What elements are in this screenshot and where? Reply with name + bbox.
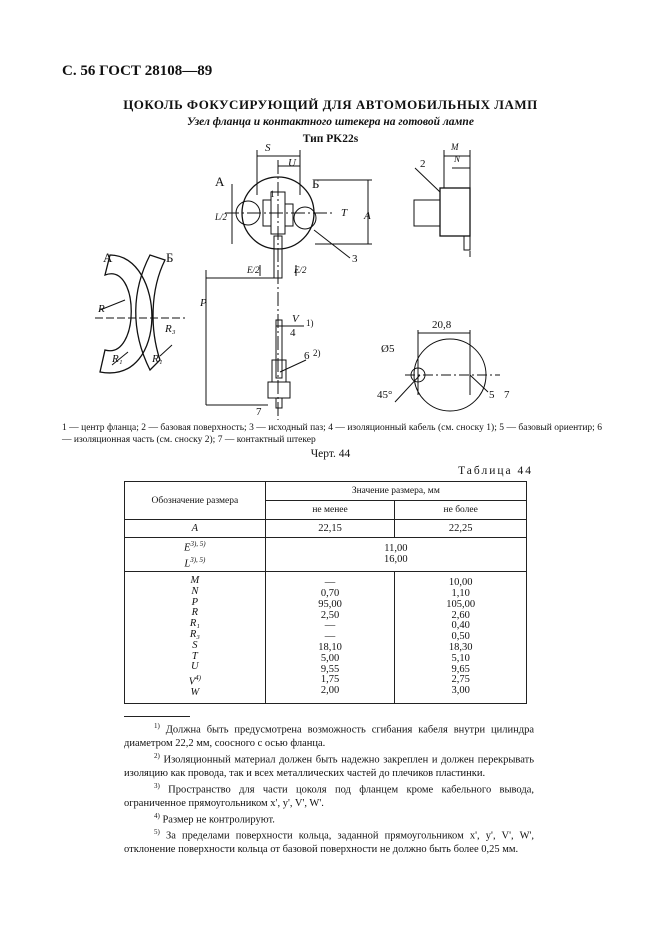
max-r: 2,60 bbox=[451, 609, 470, 621]
cell-name bbox=[125, 538, 266, 572]
label-5: 5 bbox=[489, 389, 495, 401]
footnote-2-mark: 2) bbox=[154, 751, 160, 760]
label-e2-right: E/2 bbox=[294, 265, 307, 275]
label-1s: 1) bbox=[306, 318, 314, 328]
label-l2: L/2 bbox=[215, 212, 228, 222]
label-a: А bbox=[215, 174, 225, 189]
header-value: Значение размера, мм bbox=[265, 482, 526, 501]
name-r: R bbox=[191, 607, 199, 619]
label-7: 7 bbox=[256, 406, 262, 418]
footnote-5-text: За пределами поверхности кольца, заданной прямоугольником x', y', V', W', отклонение поверхности кольца от базовой поверхности не должно быть более 0,25 мм. bbox=[124, 830, 534, 856]
group-max bbox=[395, 572, 527, 704]
figure-legend: 1 — центр фланца; 2 — базовая поверхность; 3 — исходный паз; 4 — изоляционный кабель (см. сноску 1); 5 — базовый ориентир; 6 — изоляционная часть (см. сноску 2); 7 — контактный штекер bbox=[62, 423, 602, 445]
min-r1: — bbox=[324, 620, 336, 632]
footnote-4-text: Размер не контролируют. bbox=[162, 814, 275, 826]
label-r: R bbox=[98, 303, 105, 315]
label-a-dim: А bbox=[364, 210, 371, 222]
footnote-4 bbox=[124, 810, 534, 827]
header-name: Обозначение размера bbox=[125, 482, 266, 520]
max-m: 10,00 bbox=[448, 577, 473, 589]
label-r3: R₃ bbox=[165, 323, 176, 335]
technical-drawing bbox=[0, 0, 661, 420]
name-v: V bbox=[188, 676, 196, 688]
cell-min: 22,15 bbox=[265, 520, 395, 538]
name-p: P bbox=[191, 596, 199, 608]
footnote-5-mark: 5) bbox=[154, 828, 160, 837]
label-e2-left: E/2 bbox=[247, 265, 260, 275]
max-u: 9,65 bbox=[451, 663, 470, 675]
name-u: U bbox=[191, 661, 199, 673]
max-r1: 0,40 bbox=[451, 620, 470, 632]
min-r3: — bbox=[324, 631, 336, 643]
label-1: 1 bbox=[270, 189, 275, 199]
min-m: — bbox=[324, 577, 336, 589]
footnote-5 bbox=[124, 826, 534, 856]
name-r3: R₃ bbox=[189, 628, 200, 640]
max-r3: 0,50 bbox=[451, 631, 470, 643]
footnote-3-text: Пространство для части цоколя под фланцем кроме кабельного вывода, ограниченное прямоугольником x', y', V', W'. bbox=[124, 784, 534, 809]
max-s: 18,30 bbox=[448, 642, 473, 654]
max-p: 105,00 bbox=[446, 598, 476, 610]
table-label: Таблица 44 bbox=[458, 465, 533, 477]
label-s: S bbox=[265, 142, 271, 154]
name-n: N bbox=[191, 585, 199, 597]
min-t: 5,00 bbox=[320, 652, 340, 664]
label-u: U bbox=[288, 157, 296, 169]
label-m: M bbox=[451, 142, 459, 152]
footnotes bbox=[124, 716, 534, 856]
label-2: 2 bbox=[420, 158, 426, 170]
cell-max: 22,25 bbox=[395, 520, 527, 538]
row-e-sup: 3), 5) bbox=[190, 540, 206, 549]
max-t: 5,10 bbox=[451, 652, 470, 664]
section-title: ЦОКОЛЬ ФОКУСИРУЮЩИЙ ДЛЯ АВТОМОБИЛЬНЫХ ЛАМП bbox=[123, 97, 538, 112]
row-e-value: 11,00 bbox=[384, 542, 408, 554]
footnote-rule bbox=[124, 716, 190, 717]
contact-plug bbox=[268, 320, 306, 408]
name-m: M bbox=[190, 575, 200, 586]
header-min: не менее bbox=[265, 501, 395, 520]
min-r: 2,50 bbox=[320, 609, 340, 621]
name-w: W bbox=[190, 687, 200, 699]
max-n: 1,10 bbox=[451, 588, 470, 600]
footnote-2-text: Изоляционный материал должен быть надежно закреплен и должен перекрывать изоляцию как провода, так и всех металлических частей до плечиков пластинки. bbox=[124, 754, 534, 779]
label-n: N bbox=[454, 154, 461, 164]
label-7-ring: 7 bbox=[504, 389, 510, 401]
cell-value bbox=[265, 538, 526, 572]
name-r1: R₁ bbox=[189, 618, 200, 630]
label-4: 4 bbox=[290, 327, 296, 339]
label-r1: R₁ bbox=[112, 353, 123, 365]
footnote-1-text: Должна быть предусмотрена возможность сгибания кабеля внутри цилиндра диаметром 22,2 мм, соосного с осью фланца. bbox=[124, 724, 534, 749]
label-t: T bbox=[341, 207, 348, 219]
label-b-detail: Б bbox=[166, 250, 174, 265]
footnote-2 bbox=[124, 750, 534, 780]
figure-caption: Черт. 44 bbox=[310, 448, 351, 460]
label-6: 6 bbox=[304, 350, 310, 362]
group-names bbox=[125, 572, 266, 704]
footnote-1 bbox=[124, 720, 534, 750]
section-subtitle: Узел фланца и контактного штекера на готовой лампе bbox=[187, 116, 474, 128]
page-header: С. 56 ГОСТ 28108—89 bbox=[62, 63, 213, 79]
ring-detail bbox=[395, 330, 500, 411]
min-p: 95,00 bbox=[318, 598, 342, 610]
min-s: 18,10 bbox=[318, 642, 342, 654]
min-u: 9,55 bbox=[320, 663, 340, 675]
name-s: S bbox=[192, 639, 198, 651]
label-r1-b: R₁ bbox=[152, 353, 163, 365]
label-a-detail: А bbox=[103, 250, 113, 265]
name-t: T bbox=[191, 650, 198, 662]
label-b-top: Б bbox=[312, 176, 320, 191]
row-l-value: 16,00 bbox=[384, 553, 408, 565]
header-max: не более bbox=[395, 501, 527, 520]
min-n: 0,70 bbox=[320, 588, 340, 600]
label-p: P bbox=[200, 297, 207, 309]
row-l-sup: 3), 5) bbox=[190, 555, 206, 564]
row-l-name: L bbox=[184, 558, 191, 569]
label-v: V bbox=[292, 313, 299, 325]
cap-type: Тип PK22s bbox=[302, 133, 359, 145]
flange-front-view bbox=[206, 150, 372, 420]
label-2s: 2) bbox=[313, 348, 321, 358]
label-45: 45° bbox=[377, 389, 393, 401]
label-dia-5: Ø5 bbox=[381, 343, 395, 355]
label-20-8: 20,8 bbox=[432, 319, 452, 331]
max-w: 3,00 bbox=[451, 685, 470, 697]
group-min bbox=[265, 572, 395, 704]
min-v: 1,75 bbox=[320, 674, 340, 686]
cell-name: A bbox=[125, 520, 266, 538]
row-e-name: E bbox=[184, 542, 191, 554]
footnote-4-mark: 4) bbox=[154, 811, 160, 820]
footnote-1-mark: 1) bbox=[154, 722, 160, 730]
footnote-3 bbox=[124, 780, 534, 810]
v-sup: 4) bbox=[195, 674, 201, 683]
footnote-3-mark: 3) bbox=[154, 781, 160, 790]
dimensions-table bbox=[124, 481, 527, 704]
max-v: 2,75 bbox=[451, 674, 470, 686]
min-w: 2,00 bbox=[320, 685, 340, 697]
detail-a-b bbox=[95, 255, 185, 373]
label-3: 3 bbox=[352, 253, 358, 265]
